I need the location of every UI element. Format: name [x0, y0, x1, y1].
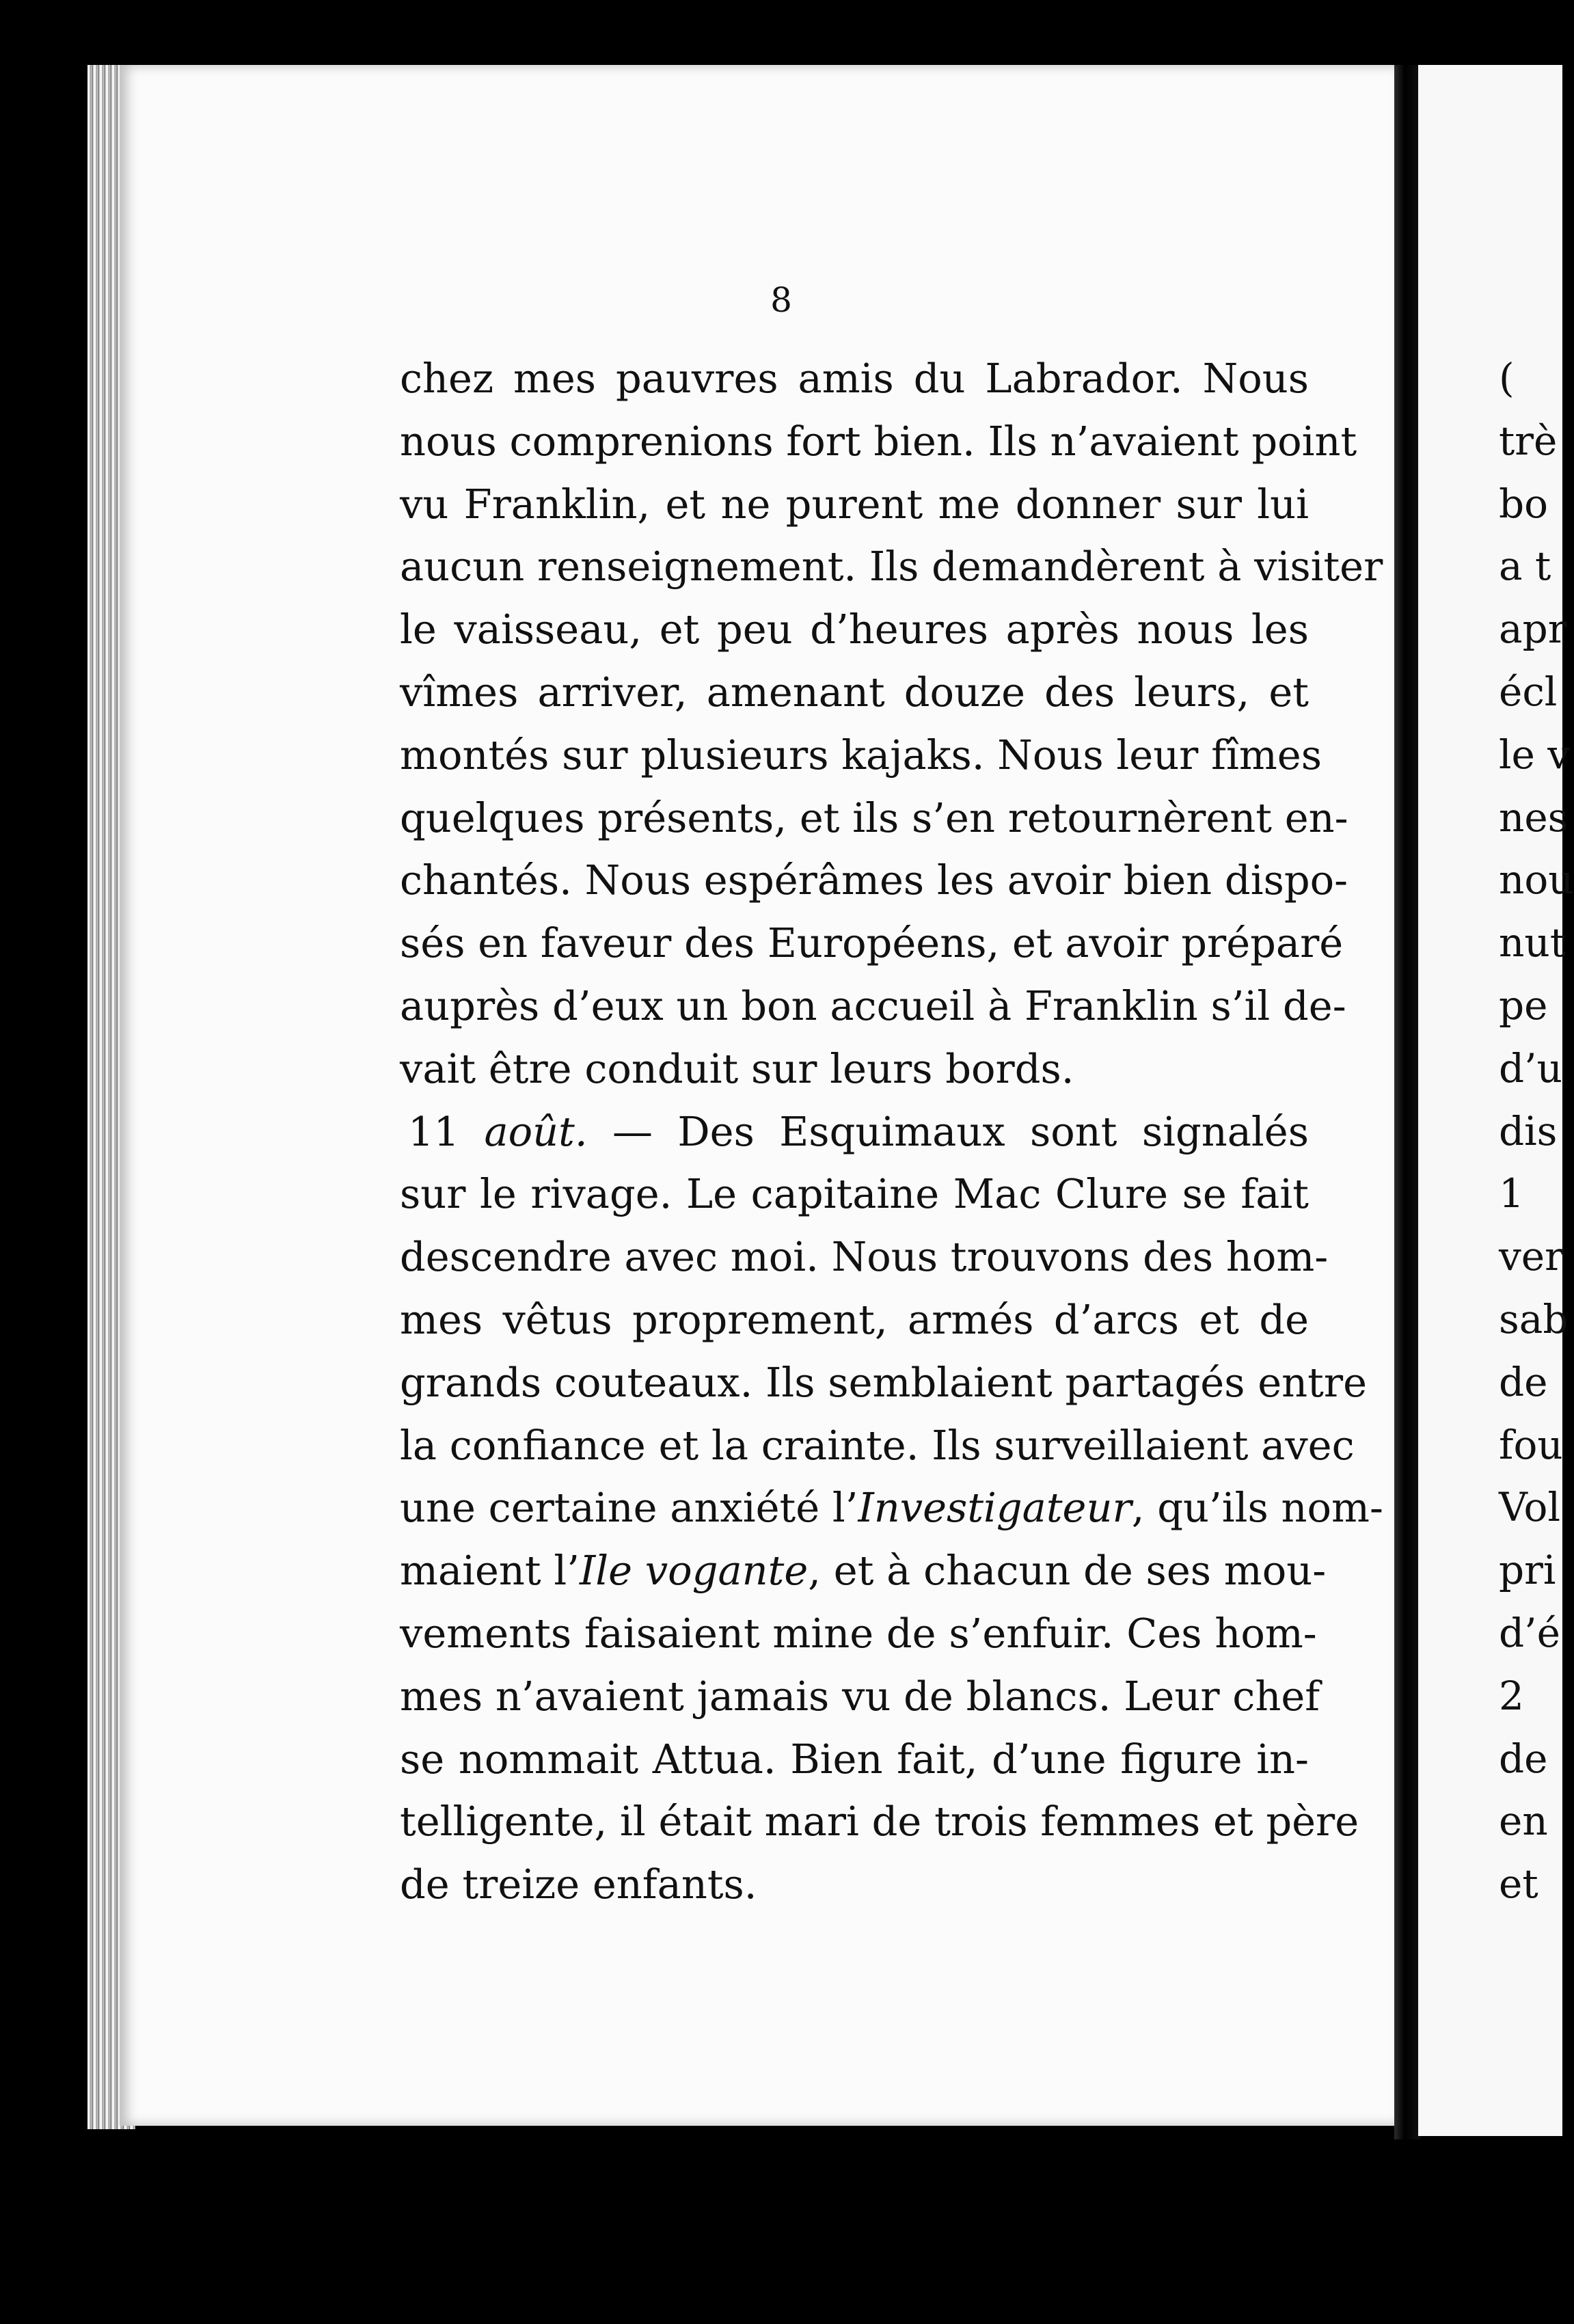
text-span: une certaine anxiété l’ [400, 1484, 858, 1532]
facing-fragment: 1 [1499, 1170, 1524, 1217]
facing-fragment: nut [1499, 919, 1566, 967]
facing-fragment: d’é [1499, 1609, 1560, 1656]
text-line: aucun renseignement. Ils demandèrent à visiter [400, 543, 1383, 591]
body-text [400, 347, 1383, 1916]
facing-fragment: de [1499, 1735, 1548, 1782]
facing-fragment: pe [1499, 982, 1548, 1029]
facing-fragment: ver [1499, 1233, 1564, 1280]
facing-fragment: le v [1499, 731, 1571, 778]
text-line: chez mes pauvres amis du Labrador. Nous [400, 355, 1309, 402]
facing-fragment: en [1499, 1798, 1548, 1845]
text-line: grands couteaux. Ils semblaient partagés entre [400, 1358, 1367, 1406]
text-line: chantés. Nous espérâmes les avoir bien dispo- [400, 856, 1348, 904]
text-line: se nommait Attua. Bien fait, d’une figure in- [400, 1735, 1309, 1783]
page-number: 8 [770, 280, 792, 320]
text-line: vements faisaient mine de s’enfuir. Ces hom- [400, 1609, 1317, 1657]
facing-fragment: apr [1499, 606, 1567, 653]
facing-fragment: et [1499, 1861, 1538, 1908]
text-line: mes n’avaient jamais vu de blancs. Leur chef [400, 1672, 1320, 1720]
ship-name: Investigateur [858, 1484, 1132, 1532]
text-line: auprès d’eux un bon accueil à Franklin s’il de- [400, 982, 1346, 1029]
text-line: quelques présents, et ils s’en retournèrent en- [400, 794, 1348, 841]
facing-fragment: nou [1499, 856, 1574, 904]
facing-fragment: sab [1499, 1295, 1569, 1342]
facing-fragment: dis [1499, 1107, 1558, 1154]
text-line: vu Franklin, et ne purent me donner sur lui [400, 480, 1309, 528]
page-gutter [1394, 65, 1420, 2139]
text-line: descendre avec moi. Nous trouvons des hom- [400, 1233, 1329, 1281]
isle-name: Ile vogante [580, 1547, 809, 1595]
entry-month: août. [484, 1107, 588, 1155]
text-line: sur le rivage. Le capitaine Mac Clure se fait [400, 1170, 1309, 1218]
text-line: montés sur plusieurs kajaks. Nous leur fîmes [400, 731, 1322, 779]
text-line: nous comprenions fort bien. Ils n’avaient point [400, 417, 1357, 465]
facing-fragment: Vol [1499, 1484, 1561, 1531]
facing-fragment: a t [1499, 543, 1551, 590]
text-span: maient l’ [400, 1547, 580, 1595]
facing-fragment: de [1499, 1358, 1548, 1405]
text-span: , et à chacun de ses mou- [808, 1547, 1327, 1595]
entry-day: 11 [408, 1107, 460, 1155]
facing-fragment: écl [1499, 668, 1558, 715]
facing-fragment: 2 [1499, 1672, 1524, 1719]
text-line: telligente, il était mari de trois femmes et père [400, 1798, 1359, 1846]
facing-fragment: ( [1499, 355, 1515, 401]
text-line: sés en faveur des Européens, et avoir préparé [400, 919, 1344, 967]
right-facing-page [1418, 65, 1574, 2136]
facing-fragment: pri [1499, 1547, 1556, 1594]
facing-fragment: nes [1499, 794, 1569, 841]
facing-fragment: fou [1499, 1421, 1563, 1468]
facing-fragment: bo [1499, 480, 1549, 527]
text-line: vîmes arriver, amenant douze des leurs, et [400, 668, 1309, 716]
text-line: le vaisseau, et peu d’heures après nous les [400, 606, 1309, 653]
text-span: , qu’ils nom- [1131, 1484, 1383, 1532]
facing-page-text [1499, 347, 1574, 1916]
entry-text: — Des Esquimaux sont signalés [587, 1107, 1309, 1155]
diary-entry-heading [400, 1100, 1309, 1163]
text-line-ship-name [400, 1476, 1383, 1539]
text-line-isle [400, 1539, 1327, 1602]
facing-fragment: trè [1499, 417, 1558, 464]
text-line: la confiance et la crainte. Ils surveillaient avec [400, 1421, 1355, 1469]
text-line: vait être conduit sur leurs bords. [400, 1044, 1074, 1092]
text-line: de treize enfants. [400, 1861, 757, 1908]
facing-fragment: d’u [1499, 1044, 1562, 1092]
text-line: mes vêtus proprement, armés d’arcs et de [400, 1295, 1309, 1343]
